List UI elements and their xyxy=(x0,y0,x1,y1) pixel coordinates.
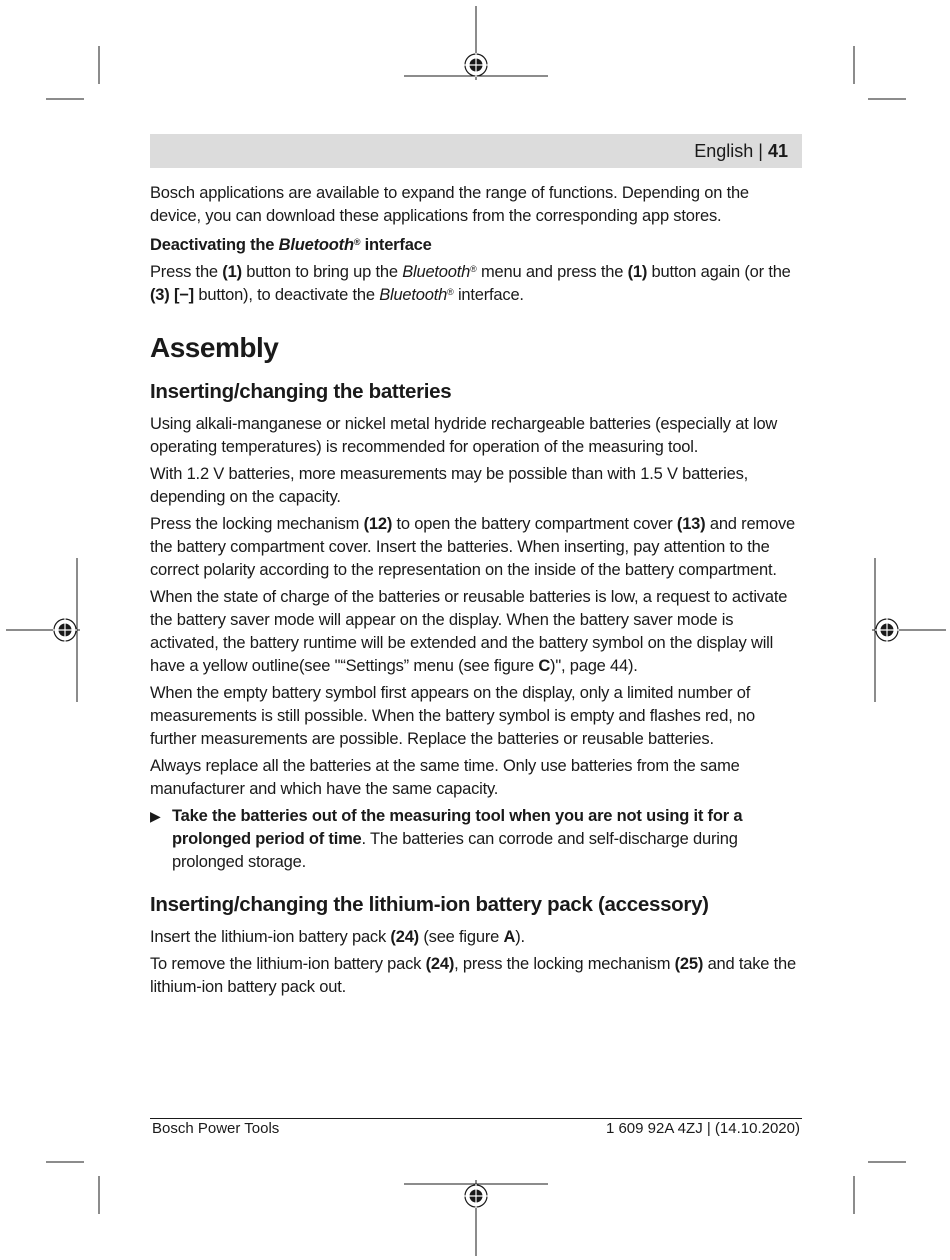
l2-ref-25: (25) xyxy=(674,955,704,973)
p3-text-a: Press the locking mechanism xyxy=(150,515,364,533)
bluetooth-heading xyxy=(150,234,802,257)
page-number: 41 xyxy=(767,141,788,161)
p4-text-a: When the state of charge of the batteries or reusable batteries is low, a request to activate the battery saver mode will appear on the display. When the battery saver mode is activated, the battery runtime will be extended and the battery symbol on the display will have a yellow outline(see "“Settings” menu (see figure xyxy=(150,588,788,675)
bluetooth-heading-pre: Deactivating the xyxy=(150,236,279,254)
batteries-heading: Inserting/changing the batteries xyxy=(150,380,452,403)
bt-italic-2: Bluetooth xyxy=(379,286,448,304)
registration-target-bottom xyxy=(464,1184,488,1208)
registration-target-right xyxy=(875,618,899,642)
bt-text-4: button again (or the xyxy=(647,263,791,281)
p4-figure-c: C xyxy=(538,657,551,675)
l1-figure-a: A xyxy=(503,928,516,946)
p3-ref-13: (13) xyxy=(676,515,706,533)
batteries-para-2: With 1.2 V batteries, more measurements may be possible than with 1.5 V batteries, depending on the capacity. xyxy=(150,465,749,506)
assembly-title: Assembly xyxy=(150,332,279,363)
l2-text-c: , press the locking mechanism xyxy=(454,955,675,973)
lithium-para-2 xyxy=(150,953,802,999)
warning-bullet xyxy=(150,805,802,874)
intro-paragraph: Bosch applications are available to expand the range of functions. Depending on the device, you can download these applications from the corresponding app stores. xyxy=(150,184,749,225)
header-language: English xyxy=(694,141,754,161)
l1-text-a: Insert the lithium-ion battery pack xyxy=(150,928,391,946)
batteries-para-3 xyxy=(150,513,802,582)
batteries-para-5: When the empty battery symbol first appears on the display, only a limited number of measurements is still possible. When the battery symbol is empty and flashes red, no further measurements are possible. Replace the batteries or reusable batteries. xyxy=(150,684,755,748)
l2-text-a: To remove the lithium-ion battery pack xyxy=(150,955,426,973)
registration-target-top xyxy=(464,53,488,77)
page-body xyxy=(150,182,802,1003)
header-text xyxy=(694,141,788,161)
header-separator: | xyxy=(758,141,763,161)
footer-rule xyxy=(150,1118,802,1119)
p3-text-e: and remove the battery compartment cover. Insert the batteries. When inserting, pay attention to the correct polarity according to the representation on the inside of the battery compartment. xyxy=(150,515,795,579)
triangle-bullet-icon: ▶ xyxy=(150,808,161,824)
lithium-para-1 xyxy=(150,926,802,949)
bt-text-2: button to bring up the xyxy=(241,263,403,281)
registration-target-left xyxy=(53,618,77,642)
bt-text-3: menu and press the xyxy=(476,263,628,281)
l2-text-e: and take the lithium-ion battery pack out. xyxy=(150,955,796,996)
lithium-heading: Inserting/changing the lithium-ion battery pack (accessory) xyxy=(150,893,709,916)
batteries-para-1: Using alkali-manganese or nickel metal hydride rechargeable batteries (especially at low operating temperatures) is recommended for operation of the measuring tool. xyxy=(150,415,778,456)
p4-text-c: )", page 44). xyxy=(550,657,638,675)
registered-mark: ® xyxy=(447,287,454,297)
bluetooth-heading-italic: Bluetooth xyxy=(278,236,354,254)
bluetooth-paragraph xyxy=(150,261,802,307)
l2-ref-24: (24) xyxy=(425,955,455,973)
p3-text-c: to open the battery compartment cover xyxy=(392,515,677,533)
batteries-para-6: Always replace all the batteries at the same time. Only use batteries from the same manufacturer and which have the same capacity. xyxy=(150,757,740,798)
bt-text-1: Press the xyxy=(150,263,223,281)
footer-doc-id: 1 609 92A 4ZJ | (14.10.2020) xyxy=(605,1120,800,1137)
bt-italic-1: Bluetooth xyxy=(402,263,471,281)
l1-text-c: (see figure xyxy=(418,928,504,946)
batteries-para-4 xyxy=(150,586,802,678)
registered-mark: ® xyxy=(470,264,477,274)
registered-mark: ® xyxy=(353,237,361,247)
bt-text-6: interface. xyxy=(453,286,524,304)
bt-ref-2: (1) xyxy=(627,263,648,281)
l1-text-e: ). xyxy=(515,928,525,946)
bt-ref-1: (1) xyxy=(222,263,242,281)
bt-ref-3: (3) [−] xyxy=(150,286,194,304)
bt-text-5: button), to deactivate the xyxy=(193,286,380,304)
footer-brand: Bosch Power Tools xyxy=(152,1120,280,1137)
bluetooth-heading-post: interface xyxy=(360,236,432,254)
l1-ref-24: (24) xyxy=(390,928,419,946)
bullet-bold-text: Take the batteries out of the measuring tool when you are not using it for a prolonged period of time xyxy=(172,807,743,848)
page-header xyxy=(150,134,802,168)
p3-ref-12: (12) xyxy=(363,515,393,533)
bullet-rest-text: . The batteries can corrode and self-discharge during prolonged storage. xyxy=(172,830,738,871)
